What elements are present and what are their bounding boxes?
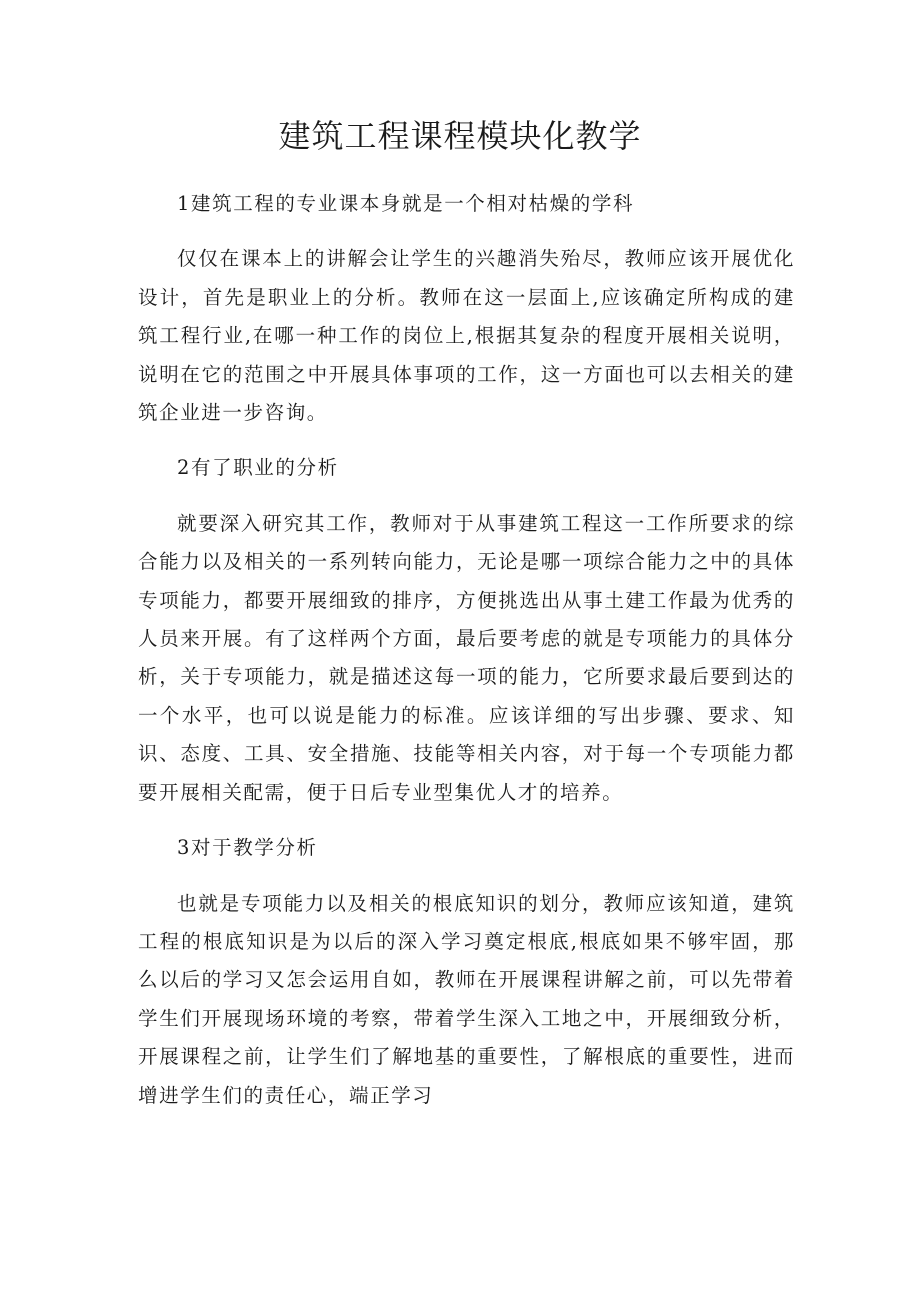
document-title: 建筑工程课程模块化教学 (278, 117, 642, 155)
section-paragraph: 也就是专项能力以及相关的根底知识的划分，教师应该知道，建筑工程的根底知识是为以后的深入学习奠定根底,根底如果不够牢固，那么以后的学习又怎会运用自如，教师在开展课程讲解之前，可以先带着学生们开展现场环境的考察，带着学生深入工地之中，开展细致分析，开展课程之前，让学生们了解地基的重要性，了解根底的重要性，进而增进学生们的责任心，端正学习 (138, 891, 795, 1107)
section-paragraph: 仅仅在课本上的讲解会让学生的兴趣消失殆尽，教师应该开展优化设计，首先是职业上的分析。教师在这一层面上,应该确定所构成的建筑工程行业,在哪一种工作的岗位上,根据其复杂的程度开展相关说明，说明在它的范围之中开展具体事项的工作，这一方面也可以去相关的建筑企业进一步咨询。 (138, 247, 795, 425)
section-heading: 2有了职业的分析 (177, 456, 339, 480)
section-heading: 1建筑工程的专业课本身就是一个相对枯燥的学科 (177, 192, 635, 215)
section-paragraph: 就要深入研究其工作，教师对于从事建筑工程这一工作所要求的综合能力以及相关的一系列转向能力，无论是哪一项综合能力之中的具体专项能力，都要开展细致的排序，方便挑选出从事土建工作最为优秀的人员来开展。有了这样两个方面，最后要考虑的就是专项能力的具体分析，关于专项能力，就是描述这每一项的能力，它所要求最后要到达的一个水平，也可以说是能力的标准。应该详细的写出步骤、要求、知识、态度、工具、安全措施、技能等相关内容，对于每一个专项能力都要开展相关配需，便于日后专业型集优人才的培养。 (138, 511, 795, 804)
section-heading: 3对于教学分析 (177, 836, 318, 860)
document-body (138, 185, 795, 1132)
